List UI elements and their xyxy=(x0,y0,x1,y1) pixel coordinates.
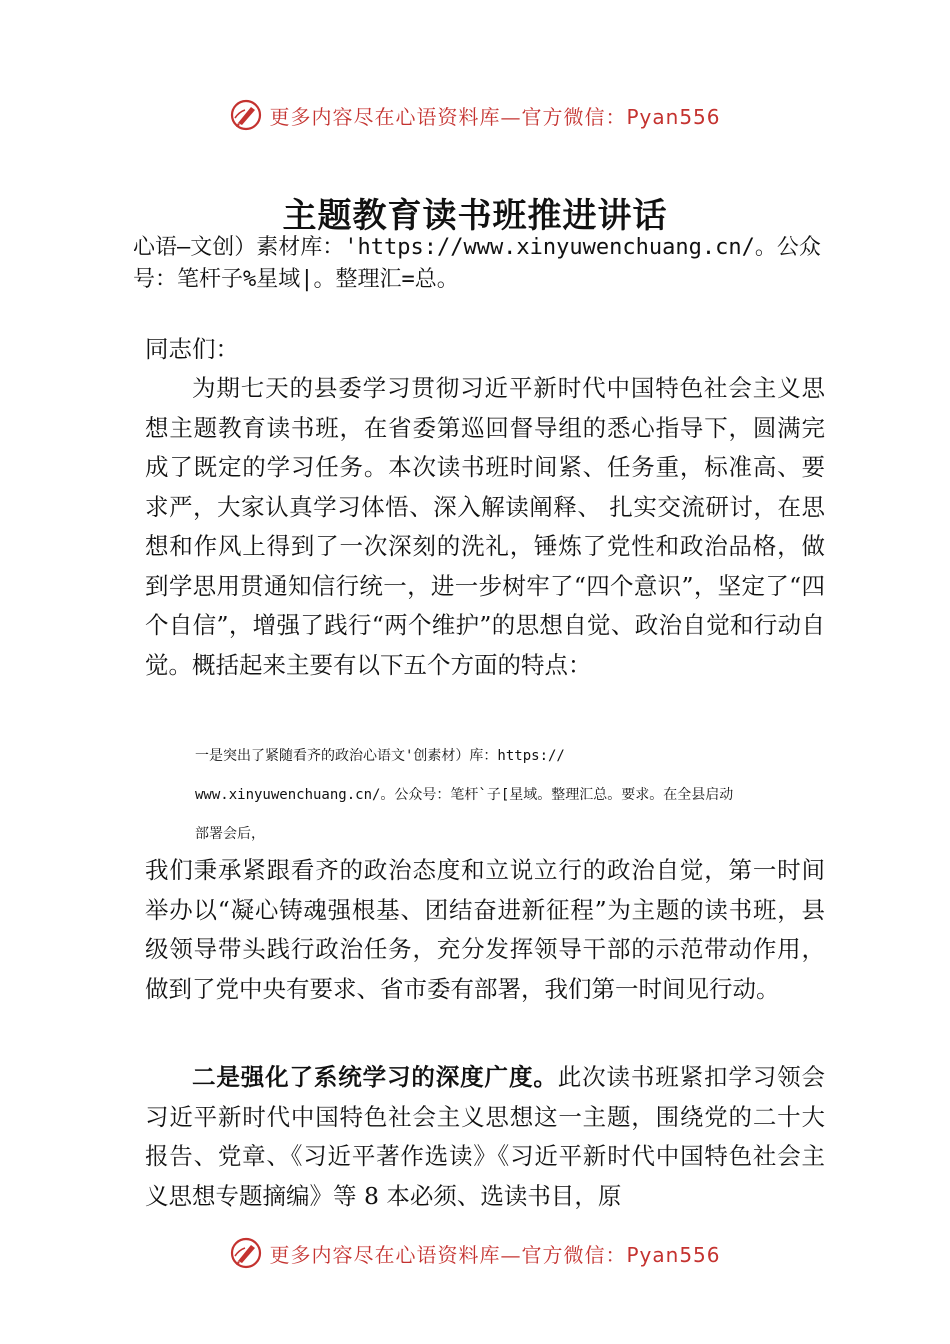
document-title: 主题教育读书班推进讲话 xyxy=(282,196,668,236)
source-note: 心语—文创）素材库：'https://www.xinyuwenchuang.cn/。公众号：笔杆子%星域|。整理汇=总。 xyxy=(133,235,821,292)
small-note-line-2: www.xinyuwenchuang.cn/。公众号：笔杆`子[星域。整理汇总。要求。在全县启动 xyxy=(195,787,734,803)
header-banner xyxy=(0,95,950,135)
banner-text xyxy=(269,1239,720,1268)
banner-slogan: 更多内容尽在心语资料库—官方微信： xyxy=(269,1242,627,1267)
banner-wechat-id: Pyan556 xyxy=(626,104,721,129)
paragraph-1: 为期七天的县委学习贯彻习近平新时代中国特色社会主义思想主题教育读书班，在省委第巡回督导组的悉心指导下，圆满完成了既定的学习任务。本次读书班时间紧、任务重，标准高、要求严，大家认真学习体悟、深入解读阐释、 扎实交流研讨，在思想和作风上得到了一次深刻的洗礼，锤炼了党性和政治品格，做到学思用贯通知信行统一，进一步树牢了“四个意识”，坚定了“四个自信”，增强了践行“两个维护”的思想自觉、政治自觉和行动自觉。概括起来主要有以下五个方面的特点： xyxy=(145,374,825,679)
paragraph-3 xyxy=(145,1058,825,1216)
small-note-line-3: 部署会后， xyxy=(195,826,265,842)
salutation: 同志们： xyxy=(145,335,239,363)
banner-text xyxy=(269,101,720,130)
paragraph-2: 我们秉承紧跟看齐的政治态度和立说立行的政治自觉，第一时间举办以“凝心铸魂强根基、团结奋进新征程”为主题的读书班，县级领导带头践行政治任务，充分发挥领导干部的示范带动作用，做到了党中央有要求、省市委有部署，我们第一时间见行动。 xyxy=(145,856,825,1003)
banner-slogan: 更多内容尽在心语资料库—官方微信： xyxy=(269,104,627,129)
small-note-line-1: 一是突出了紧随看齐的政治心语文'创素材）库：https:// xyxy=(195,748,565,764)
pen-logo-icon xyxy=(229,1236,263,1270)
pen-logo-icon xyxy=(229,98,263,132)
banner-wechat-id: Pyan556 xyxy=(626,1242,721,1267)
paragraph-3-lead: 二是强化了系统学习的深度广度。 xyxy=(192,1063,558,1091)
footer-banner xyxy=(0,1233,950,1273)
paragraph-3-rest: 此次读书班紧扣学习领会习近平新时代中国特色社会主义思想这一主题，围绕党的二十大报告、党章、《习近平著作选读》《习近平新时代中国特色社会主义思想专题摘编》等 8 本必须、选读书目，原 xyxy=(145,1063,826,1210)
